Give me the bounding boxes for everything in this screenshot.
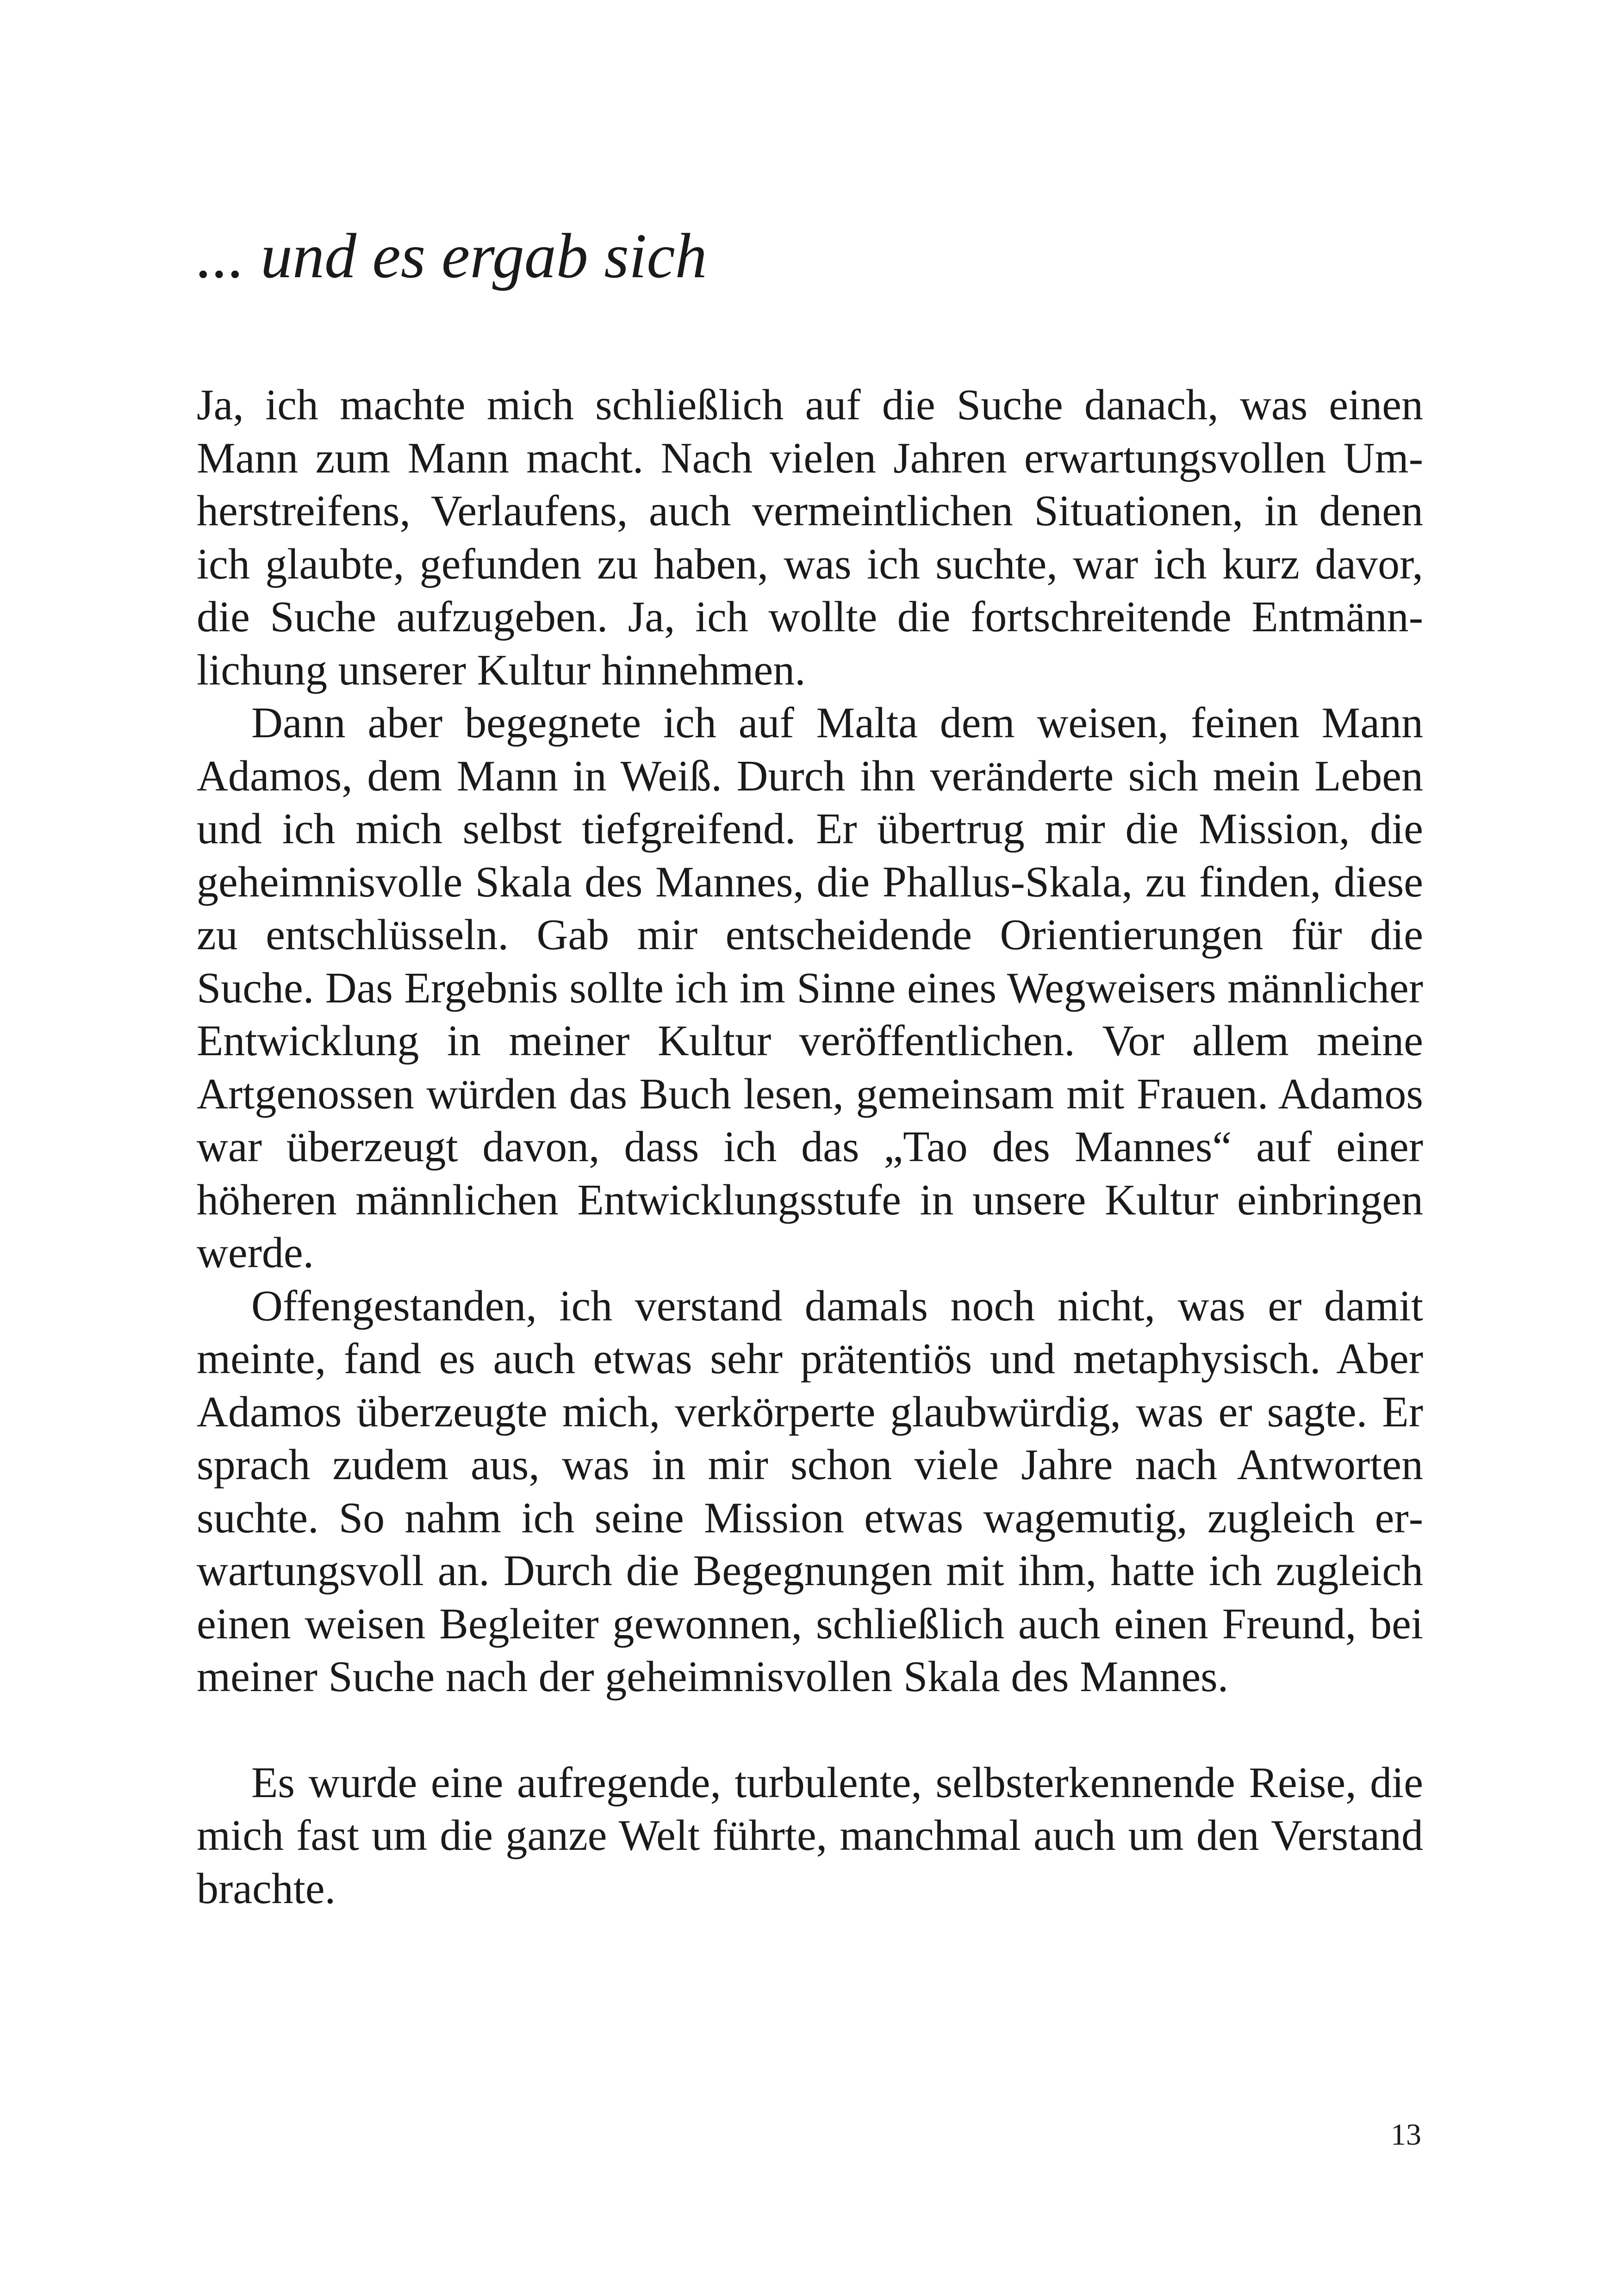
- chapter-title: ... und es ergab sich: [197, 220, 707, 291]
- paragraph-2: Dann aber begegnete ich auf Malta dem weisen, feinen Mann Adamos, dem Mann in Weiß. Durch ihn veränderte sich mein Leben und ich mich selbst tiefgreifend. Er übertrug mir die Mission, die geheimnisvolle Skala des Mannes, die Phallus-Skala, zu finden, diese zu entschlüsseln. Gab mir entscheidende Orientierungen für die Suche. Das Ergebnis sollte ich im Sinne eines Wegweisers männlicher Entwicklung in meiner Kultur veröffentlichen. Vor allem meine Artgenossen würden das Buch lesen, gemeinsam mit Frauen. Adamos war überzeugt davon, dass ich das „Tao des Mannes“ auf einer höheren männlichen Entwicklungsstufe in unsere Kultur einbringen werde.: [197, 699, 1423, 1277]
- page-number: 13: [1391, 2118, 1421, 2152]
- body-text: [197, 379, 1423, 1915]
- paragraph-1: Ja, ich machte mich schließlich auf die Suche danach, was einen Mann zum Mann macht. Nach vielen Jahren erwartungsvollen Umherstreifens, Verlaufens, auch vermeintlichen Situationen, in denen ich glaubte, gefunden zu haben, was ich suchte, war ich kurz davor, die Suche aufzugeben. Ja, ich wollte die fortschreitende Entmännlichung unserer Kultur hinnehmen.: [197, 381, 1423, 694]
- paragraph-3: Offengestanden, ich verstand damals noch nicht, was er damit meinte, fand es auch etwas sehr prätentiös und metaphysisch. Aber Adamos überzeugte mich, verkörperte glaubwürdig, was er sagte. Er sprach zudem aus, was in mir schon viele Jahre nach Antworten suchte. So nahm ich seine Mission etwas wagemutig, zugleich erwartungsvoll an. Durch die Begegnungen mit ihm, hatte ich zugleich einen weisen Begleiter gewonnen, schließlich auch einen Freund, bei meiner Suche nach der geheimnisvollen Skala des Mannes.: [197, 1282, 1423, 1701]
- paragraph-4: Es wurde eine aufregende, turbulente, selbsterkennende Reise, die mich fast um die ganze Welt führte, manchmal auch um den Verstand brachte.: [197, 1758, 1423, 1913]
